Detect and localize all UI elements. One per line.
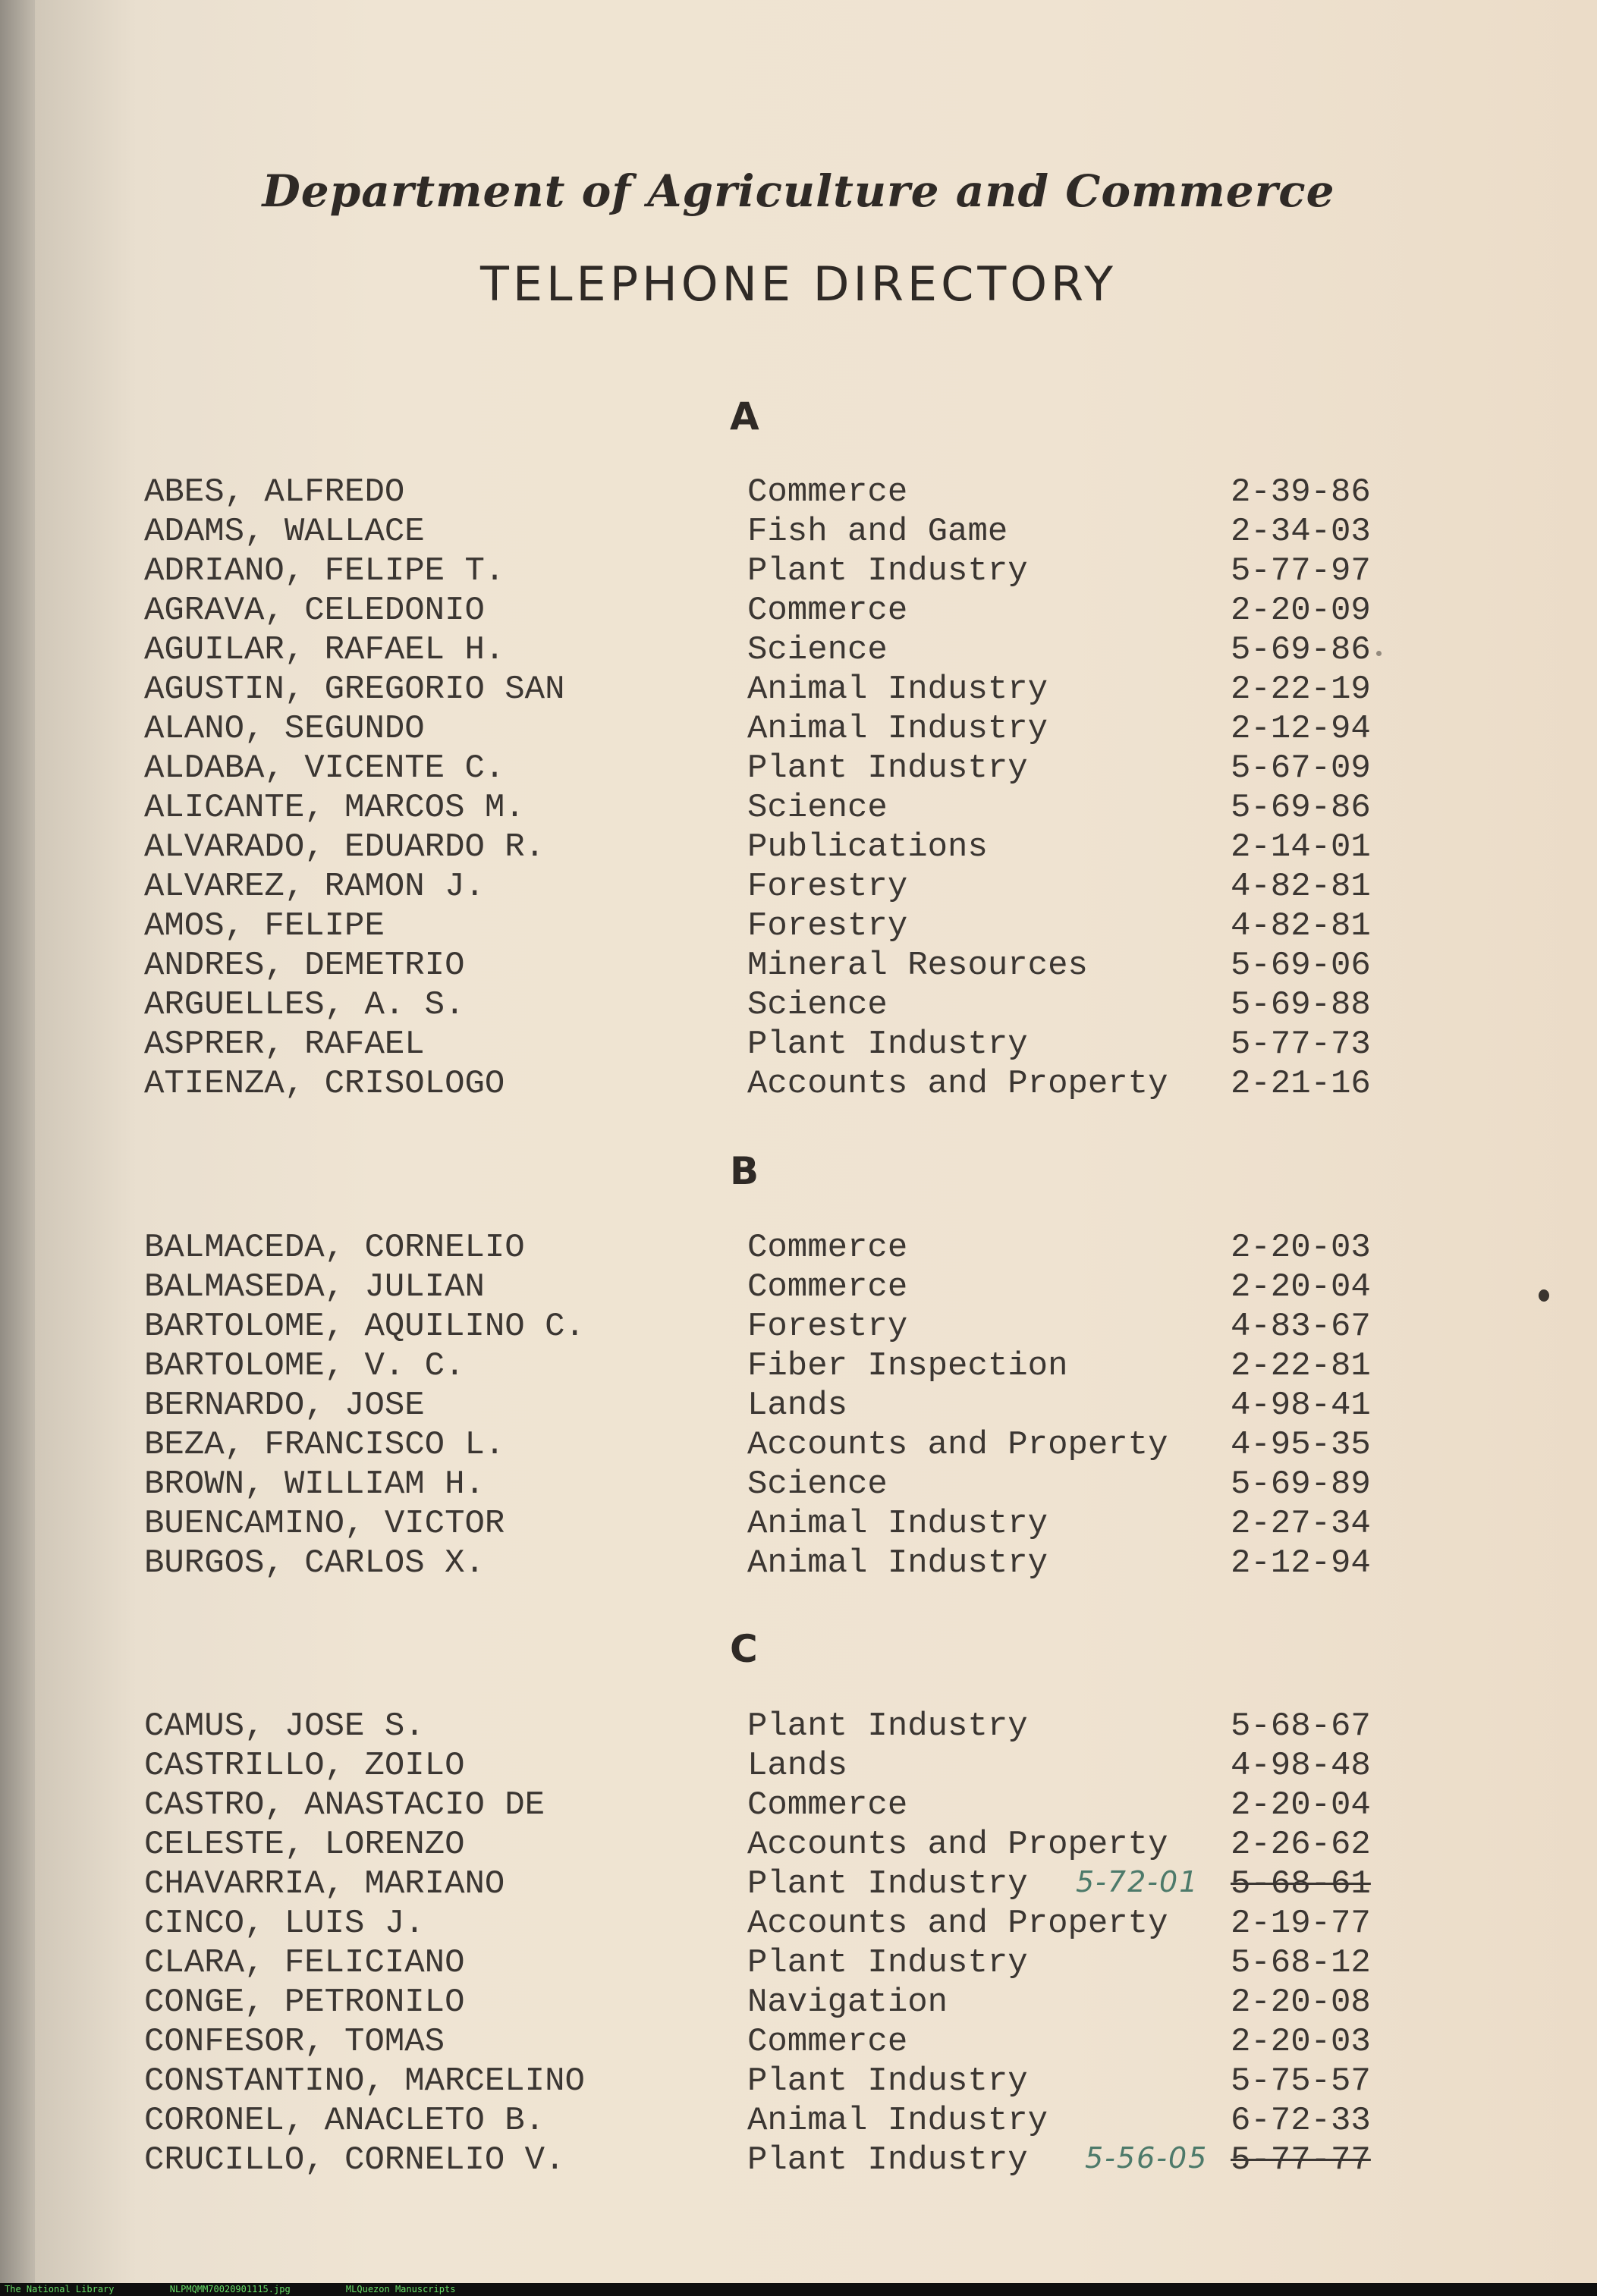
entry-name: BARTOLOME, AQUILINO C. <box>144 1308 585 1346</box>
directory-entry <box>0 1747 1597 1786</box>
entry-phone: 5-75-57 <box>1231 2062 1371 2100</box>
directory-entry <box>0 1826 1597 1865</box>
entry-department: Animal Industry <box>747 671 1048 708</box>
entry-department: Forestry <box>747 868 908 906</box>
directory-entry <box>0 1505 1597 1544</box>
directory-entry <box>0 1229 1597 1268</box>
entry-phone: 2-19-77 <box>1231 1905 1371 1943</box>
entry-name: AGUILAR, RAFAEL H. <box>144 631 505 669</box>
directory-entry <box>0 1786 1597 1826</box>
entry-phone: 2-20-03 <box>1231 2023 1371 2061</box>
entry-phone: 4-98-48 <box>1231 1747 1371 1785</box>
entry-phone: 2-22-81 <box>1231 1347 1371 1385</box>
entry-name: CELESTE, LORENZO <box>144 1826 465 1864</box>
handwritten-number-note: 5-72-01 <box>1076 1865 1199 1899</box>
entry-phone: 2-14-01 <box>1231 828 1371 866</box>
entry-name: CINCO, LUIS J. <box>144 1905 425 1943</box>
directory-entry <box>0 473 1597 513</box>
entry-department: Fish and Game <box>747 513 1008 551</box>
entry-phone: 4-82-81 <box>1231 868 1371 906</box>
directory-entry <box>0 631 1597 671</box>
entry-department: Science <box>747 986 888 1024</box>
entry-phone: 2-22-19 <box>1231 671 1371 708</box>
directory-entry <box>0 1426 1597 1465</box>
entry-name: ALVARADO, EDUARDO R. <box>144 828 545 866</box>
entry-phone: 2-20-04 <box>1231 1268 1371 1306</box>
entry-department: Fiber Inspection <box>747 1347 1068 1385</box>
entry-name: CONFESOR, TOMAS <box>144 2023 445 2061</box>
entry-phone: 2-20-04 <box>1231 1786 1371 1824</box>
entry-name: CHAVARRIA, MARIANO <box>144 1865 505 1903</box>
entry-phone: 2-20-08 <box>1231 1983 1371 2021</box>
directory-entry <box>0 749 1597 789</box>
entry-department: Commerce <box>747 473 908 511</box>
section-a-list <box>0 473 1597 1104</box>
entry-department: Commerce <box>747 1786 908 1824</box>
entry-name: BARTOLOME, V. C. <box>144 1347 465 1385</box>
entry-department: Commerce <box>747 1229 908 1267</box>
directory-entry <box>0 1065 1597 1104</box>
directory-entry <box>0 1865 1597 1905</box>
directory-entry <box>0 2102 1597 2141</box>
directory-entry <box>0 1347 1597 1387</box>
entry-name: CLARA, FELICIANO <box>144 1944 465 1982</box>
directory-entry <box>0 2141 1597 2181</box>
entry-department: Animal Industry <box>747 1544 1048 1582</box>
entry-name: ADRIANO, FELIPE T. <box>144 552 505 590</box>
entry-name: ALANO, SEGUNDO <box>144 710 425 748</box>
entry-department: Animal Industry <box>747 710 1048 748</box>
directory-entry <box>0 789 1597 828</box>
directory-entry <box>0 2023 1597 2062</box>
entry-name: ALDABA, VICENTE C. <box>144 749 505 787</box>
entry-name: CASTRILLO, ZOILO <box>144 1747 465 1785</box>
entry-name: BUENCAMINO, VICTOR <box>144 1505 505 1543</box>
section-letter-a: A <box>730 394 759 438</box>
directory-entry <box>0 986 1597 1026</box>
entry-phone: 2-34-03 <box>1231 513 1371 551</box>
directory-entry <box>0 1983 1597 2023</box>
entry-department: Commerce <box>747 592 908 630</box>
entry-name: AMOS, FELIPE <box>144 907 385 945</box>
section-letter-c: C <box>730 1627 758 1671</box>
entry-department: Forestry <box>747 1308 908 1346</box>
entry-name: BALMASEDA, JULIAN <box>144 1268 485 1306</box>
directory-entry <box>0 592 1597 631</box>
entry-phone: 4-95-35 <box>1231 1426 1371 1464</box>
entry-department: Lands <box>747 1747 848 1785</box>
entry-name: ABES, ALFREDO <box>144 473 405 511</box>
entry-phone: 2-20-03 <box>1231 1229 1371 1267</box>
entry-name: ALVAREZ, RAMON J. <box>144 868 485 906</box>
entry-phone: 4-98-41 <box>1231 1387 1371 1424</box>
directory-entry <box>0 1308 1597 1347</box>
entry-department: Animal Industry <box>747 1505 1048 1543</box>
entry-department: Plant Industry <box>747 1944 1028 1982</box>
entry-department: Publications <box>747 828 988 866</box>
directory-entry <box>0 1268 1597 1308</box>
footer-library: The National Library <box>5 2284 115 2294</box>
entry-phone: 2-26-62 <box>1231 1826 1371 1864</box>
directory-entry <box>0 513 1597 552</box>
scan-footer <box>0 2283 1597 2296</box>
entry-phone: 5-69-88 <box>1231 986 1371 1024</box>
entry-name: AGRAVA, CELEDONIO <box>144 592 485 630</box>
entry-phone: 2-27-34 <box>1231 1505 1371 1543</box>
entry-phone: 2-20-09 <box>1231 592 1371 630</box>
entry-phone: 5-77-73 <box>1231 1026 1371 1063</box>
directory-entry <box>0 2062 1597 2102</box>
entry-name: BROWN, WILLIAM H. <box>144 1465 485 1503</box>
directory-entry <box>0 868 1597 907</box>
footer-collection: MLQuezon Manuscripts <box>345 2284 456 2294</box>
directory-entry <box>0 1387 1597 1426</box>
directory-entry <box>0 671 1597 710</box>
entry-department: Plant Industry <box>747 2062 1028 2100</box>
department-heading: Department of Agriculture and Commerce <box>262 165 1335 217</box>
directory-entry <box>0 907 1597 947</box>
entry-department: Plant Industry <box>747 1026 1028 1063</box>
entry-phone: 5-68-67 <box>1231 1707 1371 1745</box>
footer-file: NLPMQMM70020901115.jpg <box>169 2284 291 2294</box>
entry-name: ALICANTE, MARCOS M. <box>144 789 525 827</box>
entry-department: Navigation <box>747 1983 948 2021</box>
entry-name: ATIENZA, CRISOLOGO <box>144 1065 505 1103</box>
entry-department: Mineral Resources <box>747 947 1088 985</box>
directory-entry <box>0 828 1597 868</box>
entry-department: Science <box>747 631 888 669</box>
entry-department: Accounts and Property <box>747 1826 1168 1864</box>
entry-name: CORONEL, ANACLETO B. <box>144 2102 545 2140</box>
entry-department: Plant Industry <box>747 1865 1028 1903</box>
entry-phone: 5-69-86 <box>1231 631 1371 669</box>
entry-phone: 5-69-89 <box>1231 1465 1371 1503</box>
entry-department: Plant Industry <box>747 749 1028 787</box>
entry-department: Accounts and Property <box>747 1065 1168 1103</box>
entry-name: ANDRES, DEMETRIO <box>144 947 465 985</box>
section-c-list <box>0 1707 1597 2181</box>
entry-name: BEZA, FRANCISCO L. <box>144 1426 505 1464</box>
entry-department: Plant Industry <box>747 2141 1028 2179</box>
entry-name: BERNARDO, JOSE <box>144 1387 425 1424</box>
directory-entry <box>0 947 1597 986</box>
entry-name: ARGUELLES, A. S. <box>144 986 465 1024</box>
directory-entry <box>0 1026 1597 1065</box>
entry-name: BALMACEDA, CORNELIO <box>144 1229 525 1267</box>
entry-name: BURGOS, CARLOS X. <box>144 1544 485 1582</box>
entry-department: Animal Industry <box>747 2102 1048 2140</box>
entry-name: CRUCILLO, CORNELIO V. <box>144 2141 565 2179</box>
entry-department: Plant Industry <box>747 1707 1028 1745</box>
entry-name: AGUSTIN, GREGORIO SAN <box>144 671 565 708</box>
entry-name: CAMUS, JOSE S. <box>144 1707 425 1745</box>
directory-entry <box>0 1944 1597 1983</box>
entry-name: CASTRO, ANASTACIO DE <box>144 1786 545 1824</box>
entry-department: Accounts and Property <box>747 1905 1168 1943</box>
entry-phone: 5-77-77 <box>1231 2141 1371 2179</box>
directory-entry <box>0 1544 1597 1584</box>
entry-phone: 5-69-06 <box>1231 947 1371 985</box>
section-b-list <box>0 1229 1597 1584</box>
entry-phone: 5-68-61 <box>1231 1865 1371 1903</box>
section-letter-b: B <box>730 1149 759 1193</box>
directory-entry <box>0 1465 1597 1505</box>
entry-phone: 4-82-81 <box>1231 907 1371 945</box>
entry-department: Lands <box>747 1387 848 1424</box>
directory-entry <box>0 1707 1597 1747</box>
entry-phone: 6-72-33 <box>1231 2102 1371 2140</box>
entry-phone: 2-12-94 <box>1231 710 1371 748</box>
entry-department: Forestry <box>747 907 908 945</box>
entry-phone: 5-69-86 <box>1231 789 1371 827</box>
entry-name: ASPRER, RAFAEL <box>144 1026 425 1063</box>
entry-name: CONGE, PETRONILO <box>144 1983 465 2021</box>
entry-phone: 5-67-09 <box>1231 749 1371 787</box>
entry-phone: 2-21-16 <box>1231 1065 1371 1103</box>
page-title: TELEPHONE DIRECTORY <box>479 256 1118 312</box>
entry-department: Science <box>747 1465 888 1503</box>
entry-department: Plant Industry <box>747 552 1028 590</box>
entry-phone: 2-12-94 <box>1231 1544 1371 1582</box>
directory-entry <box>0 710 1597 749</box>
entry-department: Accounts and Property <box>747 1426 1168 1464</box>
entry-department: Science <box>747 789 888 827</box>
entry-phone: 5-77-97 <box>1231 552 1371 590</box>
entry-department: Commerce <box>747 2023 908 2061</box>
entry-phone: 5-68-12 <box>1231 1944 1371 1982</box>
entry-phone: 4-83-67 <box>1231 1308 1371 1346</box>
entry-name: CONSTANTINO, MARCELINO <box>144 2062 585 2100</box>
entry-phone: 2-39-86 <box>1231 473 1371 511</box>
directory-entry <box>0 1905 1597 1944</box>
entry-department: Commerce <box>747 1268 908 1306</box>
handwritten-number-note: 5-56-05 <box>1085 2141 1209 2175</box>
directory-entry <box>0 552 1597 592</box>
entry-name: ADAMS, WALLACE <box>144 513 425 551</box>
